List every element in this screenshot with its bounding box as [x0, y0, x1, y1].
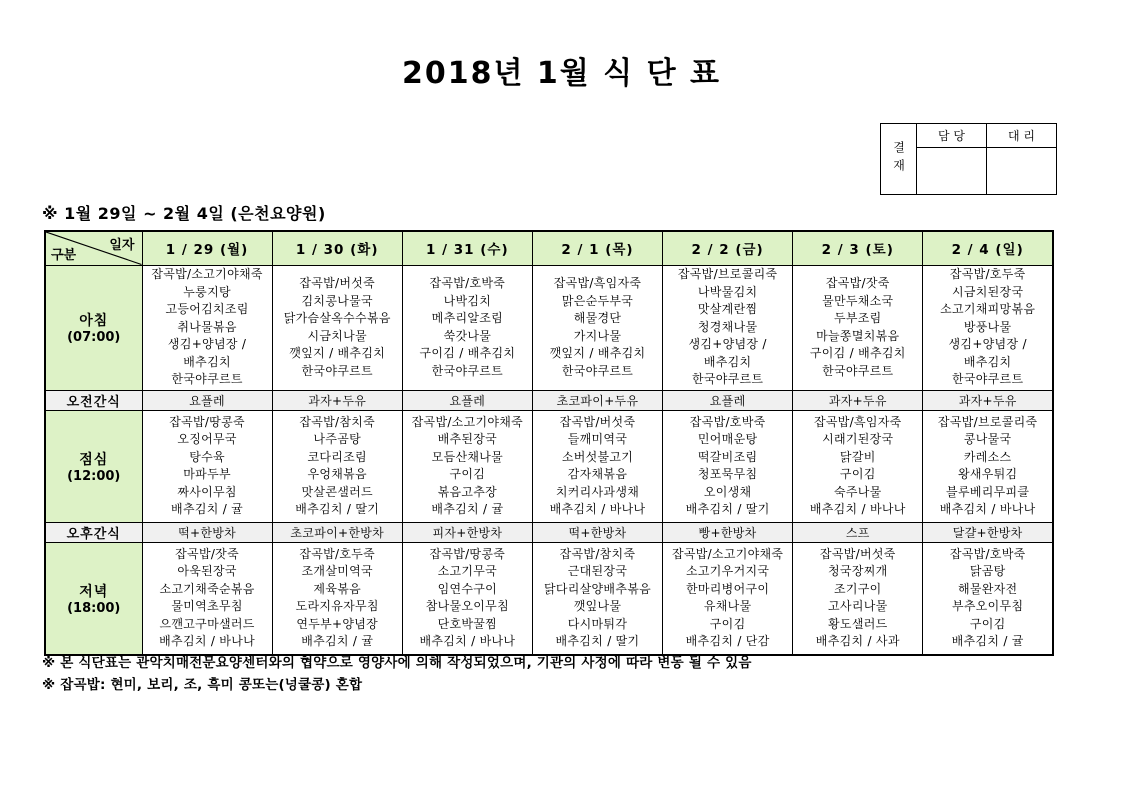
snack-cell: 초코파이+두유 — [532, 390, 662, 410]
meal-cell — [663, 410, 793, 522]
snack-cell: 요플레 — [142, 390, 272, 410]
menu-item: 연두부+양념장 — [296, 616, 379, 631]
menu-item: 구이김 — [969, 616, 1006, 631]
menu-item: 황도샐러드 — [828, 616, 888, 631]
menu-item: 잡곡밥/호박죽 — [949, 546, 1026, 561]
menu-item: 한국야쿠르트 — [951, 372, 1024, 387]
meal-cell — [532, 410, 662, 522]
menu-item: 시래기된장국 — [822, 432, 894, 446]
snack-cell: 빵+한방차 — [663, 522, 793, 542]
menu-item: 부추오이무침 — [951, 599, 1024, 614]
approval-col-daeri: 대 리 — [1008, 129, 1035, 143]
menu-item: 잡곡밥/브로콜리죽 — [677, 267, 778, 282]
menu-item: 한국야쿠르트 — [822, 363, 894, 378]
menu-item: 배추김치 / 바나나 — [419, 634, 516, 649]
menu-item: 다시마튀각 — [567, 616, 628, 631]
menu-item: 배추김치 / 딸기 — [555, 634, 640, 649]
meal-name-label: 아침 — [79, 313, 109, 329]
menu-item: 배추김치 / 단감 — [685, 634, 770, 649]
meal-cell — [272, 410, 402, 522]
meal-cell — [142, 410, 272, 522]
day-header-5: 2 / 2 (금) — [663, 231, 793, 265]
meal-cell — [272, 265, 402, 390]
menu-item: 두부조림 — [833, 311, 882, 325]
menu-item: 청국장찌개 — [828, 564, 888, 579]
footnotes — [42, 652, 752, 696]
menu-item: 잡곡밥/호두죽 — [949, 267, 1026, 282]
menu-item: 배추김치 / 딸기 — [685, 502, 770, 516]
day-header-4: 2 / 1 (목) — [532, 231, 662, 265]
menu-item: 한국야쿠르트 — [171, 372, 243, 387]
meal-cell — [793, 410, 923, 522]
snack-cell: 요플레 — [663, 390, 793, 410]
menu-item: 나주곰탕 — [313, 432, 361, 446]
menu-item: 잡곡밥/소고기야채죽 — [151, 267, 263, 282]
menu-item: 배추김치 / 바나나 — [939, 502, 1036, 516]
approval-header-row — [917, 124, 1056, 148]
menu-item: 고사리나물 — [828, 599, 888, 614]
meal-cell — [532, 542, 662, 655]
menu-item: 볶음고추장 — [437, 484, 498, 499]
menu-item: 구이김 — [449, 467, 486, 481]
corner-cell — [45, 231, 142, 265]
approval-columns — [917, 124, 1056, 194]
row-점심 — [45, 410, 1053, 522]
snack-cell: 떡+한방차 — [532, 522, 662, 542]
menu-item: 잡곡밥/소고기야채죽 — [411, 414, 524, 429]
row-저녁 — [45, 542, 1053, 655]
menu-item: 시금치나물 — [307, 328, 367, 343]
menu-item: 닭곰탕 — [969, 564, 1006, 579]
menu-item: 맑은순두부국 — [561, 293, 634, 308]
menu-item: 잡곡밥/잣죽 — [825, 276, 890, 290]
menu-item: 배추김치 / 딸기 — [295, 502, 380, 516]
menu-item: 잡곡밥/흑임자죽 — [813, 414, 902, 429]
meal-cell — [142, 265, 272, 390]
menu-item: 맛살콘샐러드 — [301, 484, 373, 499]
meal-cell — [532, 265, 662, 390]
menu-item: 구이김 / 배추김치 — [419, 346, 516, 360]
meal-time-label: (12:00) — [67, 468, 121, 484]
menu-item: 깻잎지 / 배추김치 — [289, 346, 386, 360]
menu-item: 가지나물 — [573, 328, 622, 343]
page-title: 2018년 1월 식 단 표 — [401, 56, 722, 91]
menu-item: 으깬고구마샐러드 — [159, 616, 255, 631]
day-header-6: 2 / 3 (토) — [793, 231, 923, 265]
approval-stamp-cell — [881, 124, 917, 194]
menu-item: 시금치된장국 — [951, 284, 1024, 299]
snack-cell: 피자+한방차 — [402, 522, 532, 542]
snack-cell: 과자+두유 — [272, 390, 402, 410]
menu-item: 잡곡밥/호박죽 — [429, 276, 506, 290]
menu-item: 잡곡밥/소고기야채죽 — [671, 546, 784, 561]
approval-box — [880, 123, 1057, 195]
menu-item: 참나물오이무침 — [425, 599, 509, 614]
menu-item: 닭가슴살옥수수볶음 — [283, 311, 391, 325]
menu-item: 쑥갓나물 — [443, 328, 492, 343]
meal-cell — [402, 410, 532, 522]
menu-item: 잡곡밥/호박죽 — [689, 414, 766, 429]
approval-sign-daeri — [987, 148, 1056, 194]
menu-item: 유채나물 — [703, 599, 752, 614]
menu-item: 배추김치 / 바나나 — [159, 634, 255, 649]
meal-cell — [663, 265, 793, 390]
menu-item: 청경채나물 — [697, 319, 758, 334]
menu-item: 조개살미역국 — [301, 564, 373, 579]
menu-item: 배추김치 — [703, 354, 752, 369]
menu-item: 한마리병어구이 — [686, 581, 770, 596]
menu-table — [44, 230, 1054, 656]
approval-stamp-label: 결재 — [891, 141, 906, 177]
menu-item: 들깨미역국 — [567, 432, 628, 446]
menu-item: 생김+양념장 / — [167, 337, 247, 352]
menu-item: 잡곡밥/버섯죽 — [819, 546, 896, 561]
menu-item: 김치콩나물국 — [301, 293, 373, 308]
footnote-2: ※ 잡곡밥: 현미, 보리, 조, 흑미 콩또는(넝쿨콩) 혼합 — [42, 677, 363, 693]
meal-cell — [272, 542, 402, 655]
menu-item: 배추김치 / 귤 — [301, 634, 374, 649]
menu-item: 소버섯불고기 — [561, 449, 634, 464]
menu-item: 메추리알조림 — [431, 311, 504, 325]
menu-item: 한국야쿠르트 — [691, 372, 764, 387]
menu-item: 감자채볶음 — [567, 467, 628, 481]
menu-item: 해물완자전 — [957, 581, 1018, 596]
menu-item: 해물경단 — [573, 311, 622, 325]
menu-item: 우엉채볶음 — [307, 467, 367, 481]
menu-item: 콩나물국 — [963, 432, 1012, 446]
menu-item: 아욱된장국 — [177, 564, 237, 579]
menu-item: 깻잎지 / 배추김치 — [549, 346, 646, 360]
meal-cell — [923, 410, 1053, 522]
menu-item: 잡곡밥/버섯죽 — [559, 414, 636, 429]
meal-name-label: 저녁 — [79, 583, 109, 600]
menu-item: 코다리조림 — [307, 449, 367, 464]
day-header-7: 2 / 4 (일) — [923, 231, 1053, 265]
approval-sign-damdang — [917, 148, 987, 194]
menu-item: 숙주나물 — [833, 484, 882, 499]
menu-item: 소고기채죽순볶음 — [159, 581, 255, 596]
menu-item: 마파두부 — [183, 467, 231, 481]
menu-item: 조기구이 — [833, 581, 882, 596]
menu-item: 한국야쿠르트 — [301, 363, 373, 378]
menu-item: 배추김치 / 사과 — [815, 634, 900, 649]
menu-item: 방풍나물 — [963, 319, 1012, 334]
menu-item: 배추김치 / 바나나 — [809, 502, 906, 516]
menu-item: 제육볶음 — [313, 581, 361, 596]
day-header-2: 1 / 30 (화) — [272, 231, 402, 265]
menu-item: 떡갈비조림 — [697, 449, 758, 464]
meal-cell — [793, 542, 923, 655]
menu-item: 근대된장국 — [567, 564, 628, 579]
menu-item: 잡곡밥/브로콜리죽 — [937, 414, 1038, 429]
menu-item: 잡곡밥/잣죽 — [175, 546, 239, 561]
meal-cell — [402, 542, 532, 655]
menu-item: 생김+양념장 / — [948, 337, 1027, 352]
row-오전간식 — [45, 390, 1053, 410]
menu-item: 한국야쿠르트 — [561, 363, 634, 378]
row-label-저녁 — [45, 542, 142, 655]
meal-cell — [923, 542, 1053, 655]
menu-item: 잡곡밥/땅콩죽 — [429, 546, 506, 561]
snack-cell: 과자+두유 — [923, 390, 1053, 410]
approval-col-damdang: 담 당 — [917, 124, 987, 147]
approval-signature-row — [917, 148, 1056, 194]
menu-item: 배추김치 — [963, 354, 1012, 369]
menu-item: 구이김 / 배추김치 — [809, 346, 906, 360]
snack-cell: 스프 — [793, 522, 923, 542]
snack-cell: 요플레 — [402, 390, 532, 410]
menu-item: 카레소스 — [963, 449, 1012, 464]
row-label-오후간식: 오후간식 — [45, 522, 142, 542]
menu-item: 잡곡밥/참치죽 — [299, 414, 376, 429]
menu-item: 생김+양념장 / — [688, 337, 767, 352]
menu-item: 오징어무국 — [177, 432, 237, 446]
day-header-3: 1 / 31 (수) — [402, 231, 532, 265]
menu-item: 취나물볶음 — [177, 319, 237, 334]
menu-item: 배추김치 / 바나나 — [549, 502, 646, 516]
menu-item: 잡곡밥/흑임자죽 — [553, 276, 642, 290]
menu-item: 왕새우튀김 — [957, 467, 1018, 481]
menu-item: 마늘쫑멸치볶음 — [816, 328, 900, 343]
day-header-1: 1 / 29 (월) — [142, 231, 272, 265]
menu-item: 닭다리살양배추볶음 — [543, 581, 651, 596]
menu-item: 구이김 — [709, 616, 746, 631]
menu-item: 잡곡밥/참치죽 — [559, 546, 636, 561]
menu-item: 오이생채 — [703, 484, 752, 499]
menu-item: 누룽지탕 — [183, 284, 231, 299]
menu-item: 고등어김치조림 — [165, 302, 249, 317]
menu-item: 나박물김치 — [697, 284, 758, 299]
menu-item: 배추김치 — [183, 354, 231, 369]
menu-item: 잡곡밥/땅콩죽 — [169, 414, 245, 429]
menu-item: 소고기우거지국 — [686, 564, 770, 579]
menu-table-body — [45, 265, 1053, 655]
menu-item: 소고기채피망볶음 — [940, 302, 1036, 317]
menu-item: 물만두채소국 — [822, 293, 894, 308]
menu-item: 배추김치 / 귤 — [431, 502, 504, 516]
menu-item: 청포묵무침 — [697, 467, 758, 481]
menu-item: 깻잎나물 — [573, 599, 622, 614]
menu-item: 배추김치 / 귤 — [171, 502, 244, 516]
meal-cell — [142, 542, 272, 655]
meal-cell — [663, 542, 793, 655]
menu-item: 민어매운탕 — [697, 432, 758, 446]
meal-cell — [402, 265, 532, 390]
row-label-점심 — [45, 410, 142, 522]
meal-name-label: 점심 — [79, 451, 109, 468]
snack-cell: 떡+한방차 — [142, 522, 272, 542]
menu-item: 나박김치 — [443, 293, 492, 308]
row-label-아침 — [45, 265, 142, 390]
meal-time-label: (18:00) — [67, 600, 121, 616]
menu-item: 구이김 — [839, 467, 876, 481]
menu-item: 잡곡밥/버섯죽 — [299, 276, 376, 290]
menu-item: 블루베리무피클 — [946, 484, 1030, 499]
menu-item: 배추김치 / 귤 — [951, 634, 1024, 649]
row-아침 — [45, 265, 1053, 390]
snack-cell: 과자+두유 — [793, 390, 923, 410]
week-range-subtitle: ※ 1월 29일 ~ 2월 4일 (은천요양원) — [42, 204, 326, 223]
corner-label-date: 일자 — [109, 238, 135, 253]
menu-item: 맛살계란찜 — [697, 302, 758, 317]
menu-item: 치커리사과생채 — [555, 484, 640, 499]
menu-item: 한국야쿠르트 — [431, 363, 504, 378]
menu-item: 단호박꿀찜 — [437, 616, 498, 631]
footnote-1: ※ 본 식단표는 관악치매전문요양센터와의 협약으로 영양사에 의해 작성되었으며, 기관의 사정에 따라 변동 될 수 있음 — [42, 655, 752, 671]
menu-item: 모듬산채나물 — [431, 449, 504, 464]
row-label-오전간식: 오전간식 — [45, 390, 142, 410]
meal-cell — [923, 265, 1053, 390]
menu-item: 잡곡밥/호두죽 — [299, 546, 376, 561]
snack-cell: 달걀+한방차 — [923, 522, 1053, 542]
menu-item: 닭갈비 — [839, 449, 876, 464]
menu-item: 배추된장국 — [437, 432, 498, 446]
header-row — [45, 231, 1053, 265]
menu-item: 임연수구이 — [437, 581, 498, 596]
menu-item: 탕수육 — [189, 449, 225, 464]
menu-item: 도라지유자무침 — [295, 599, 379, 614]
meal-cell — [793, 265, 923, 390]
row-오후간식 — [45, 522, 1053, 542]
meal-time-label: (07:00) — [67, 330, 121, 345]
menu-item: 물미역초무침 — [171, 599, 243, 614]
corner-label-category: 구분 — [51, 247, 77, 263]
menu-item: 소고기무국 — [437, 564, 498, 579]
menu-item: 짜사이무침 — [177, 484, 237, 499]
snack-cell: 초코파이+한방차 — [272, 522, 402, 542]
